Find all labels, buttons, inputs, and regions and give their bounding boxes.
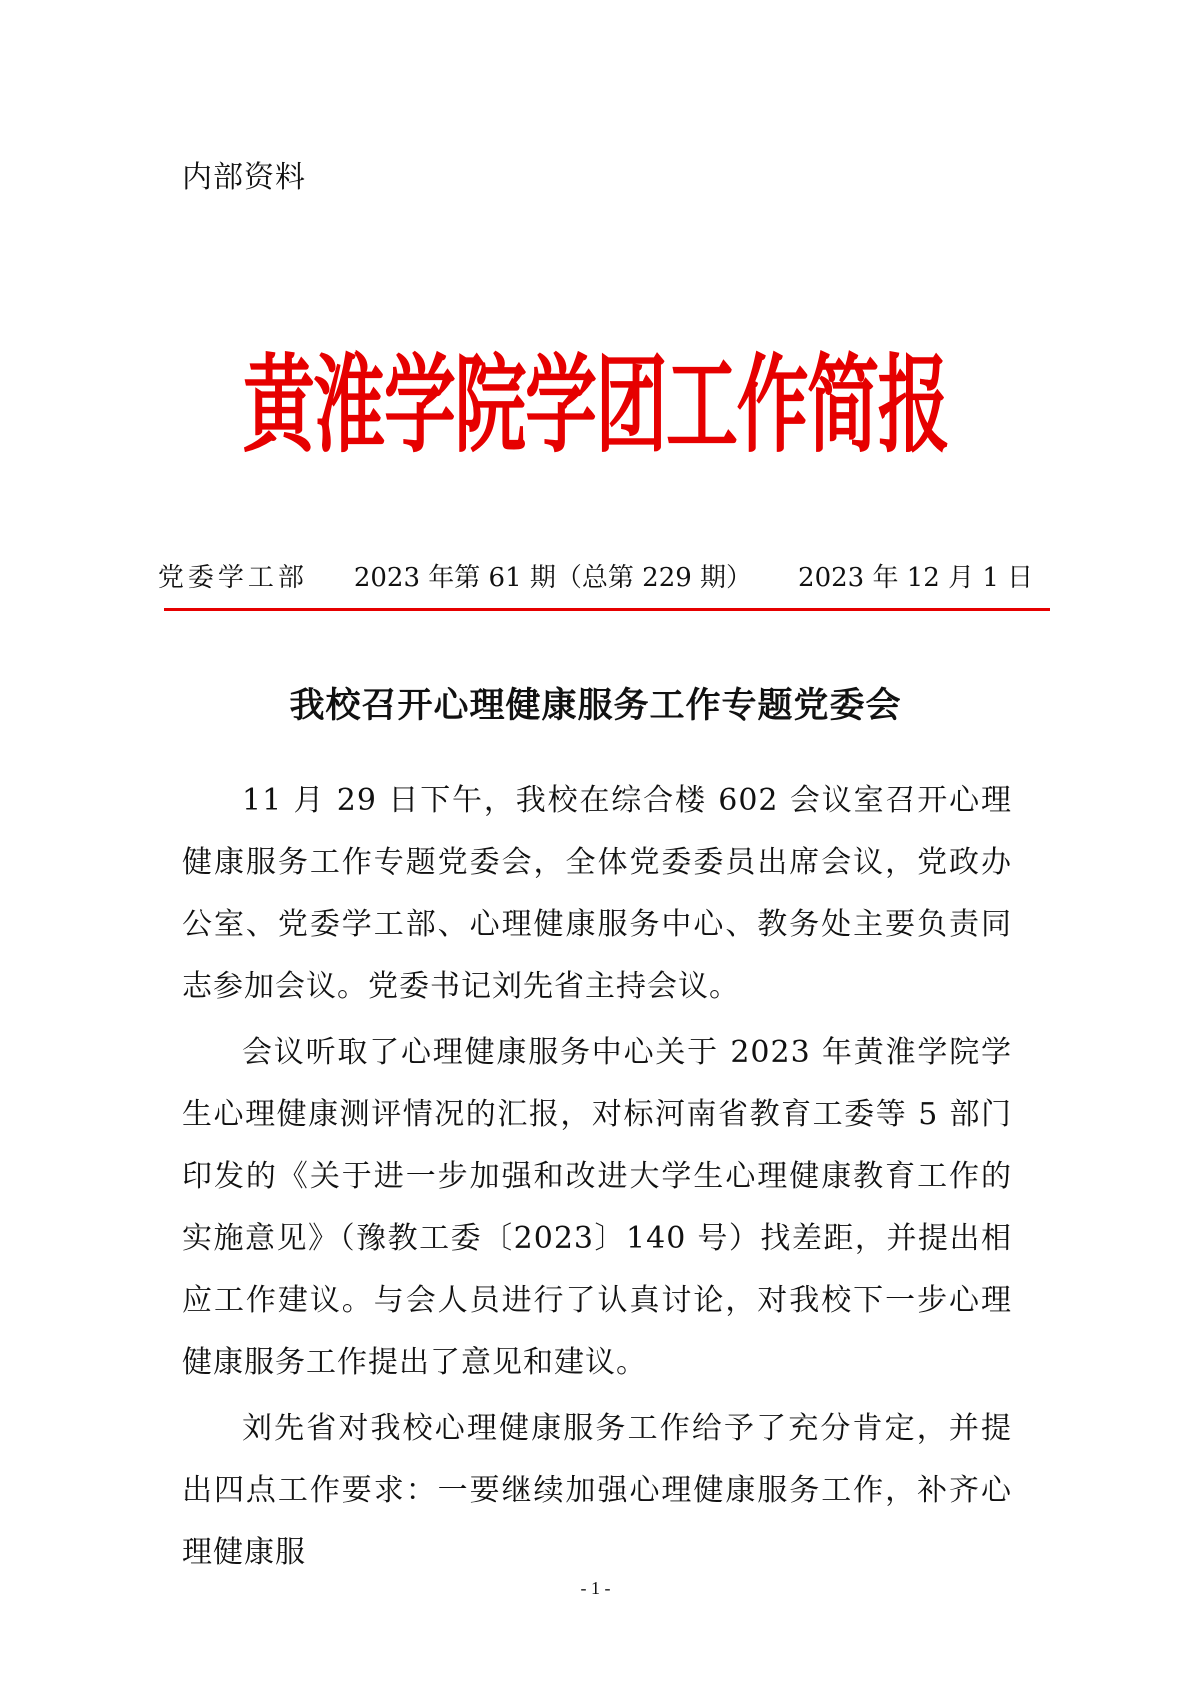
article-title: 我校召开心理健康服务工作专题党委会: [289, 685, 902, 726]
red-divider-rule: [164, 608, 1050, 611]
internal-material-label: 内部资料: [182, 160, 306, 195]
page-number: - 1 -: [580, 1578, 611, 1598]
bulletin-masthead: 黄淮学院学团工作简报: [242, 342, 949, 468]
article-paragraph: 会议听取了心理健康服务中心关于 2023 年黄淮学院学生心理健康测评情况的汇报，对标河南省教育工委等 5 部门印发的《关于进一步加强和改进大学生心理健康教育工作的实施意见》（豫教工委〔2023〕140 号）找差距，并提出相应工作建议。与会人员进行了认真讨论，对我校下一步心理健康服务工作提出了意见和建议。: [182, 1035, 1012, 1380]
issue-date: 2023 年 12 月 1 日: [798, 563, 1034, 593]
issue-number: 2023 年第 61 期（总第 229 期）: [353, 563, 753, 593]
article-paragraph: 11 月 29 日下午，我校在综合楼 602 会议室召开心理健康服务工作专题党委会，全体党委委员出席会议，党政办公室、党委学工部、心理健康服务中心、教务处主要负责同志参加会议。党委书记刘先省主持会议。: [182, 783, 1012, 1004]
department-name: 党委学工部: [157, 563, 308, 593]
article-body: [182, 770, 1012, 1588]
article-paragraph: 刘先省对我校心理健康服务工作给予了充分肯定，并提出四点工作要求：一要继续加强心理健康服务工作，补齐心理健康服: [182, 1411, 1012, 1570]
issue-info-line: [0, 557, 1191, 594]
